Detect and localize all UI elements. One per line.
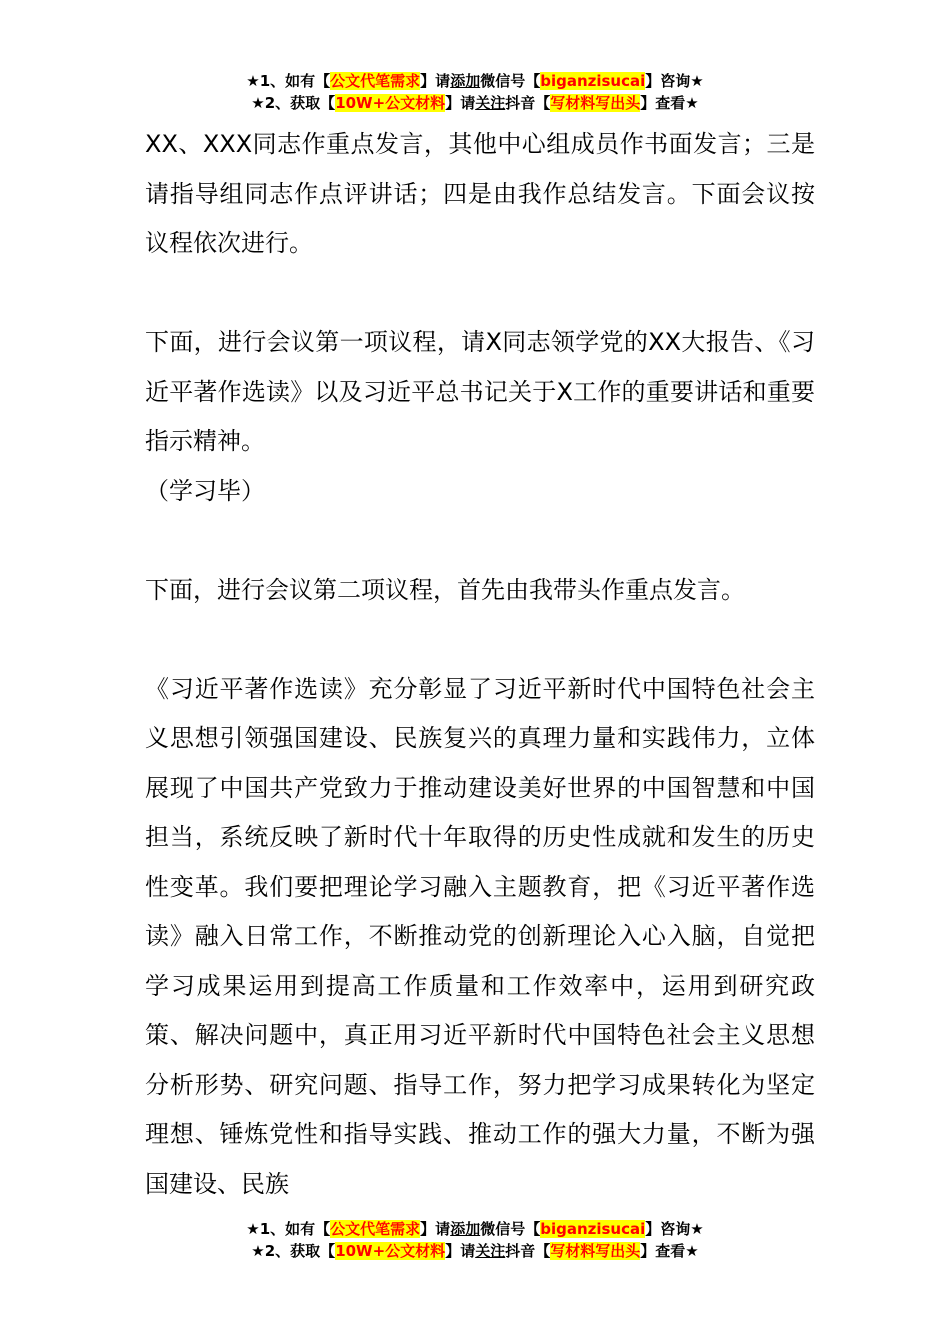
header-line-2-mid2: 抖音【: [505, 94, 551, 112]
paragraph-spacer: [145, 615, 815, 665]
header-line-1-mid: 】请: [420, 72, 451, 90]
header-service-highlight: 公文代笔需求: [330, 72, 421, 90]
paragraph-speech: 《习近平著作选读》充分彰显了习近平新时代中国特色社会主义思想引领强国建设、民族复兴的真理力量和实践伟力，立体展现了中国共产党致力于推动建设美好世界的中国智慧和中国担当，系统反映了新时代十年取得的历史性成就和发生的历史性变革。我们要把理论学习融入主题教育，把《习近平著作选读》融入日常工作，不断推动党的创新理论入心入脑，自觉把学习成果运用到提高工作质量和工作效率中，运用到研究政策、解决问题中，真正用习近平新时代中国特色社会主义思想分析形势、研究问题、指导工作，努力把学习成果转化为坚定理想、锤炼党性和指导实践、推动工作的强大力量，不断为强国建设、民族: [145, 674, 815, 1198]
paragraph-study-complete: （学习毕）: [145, 476, 265, 505]
header-wechat-id: biganzisucai: [540, 72, 646, 90]
footer-line-2-suffix: 】查看★: [640, 1242, 699, 1260]
header-follow-emphasis: 关注: [475, 94, 506, 112]
document-body: [145, 120, 815, 1209]
header-douyin-id: 写材料写出头: [550, 94, 641, 112]
footer-line-1-mid2: 微信号【: [480, 1220, 541, 1238]
header-line-1-mid2: 微信号【: [480, 72, 541, 90]
paragraph-second-agenda-item: 下面，进行会议第二项议程，首先由我带头作重点发言。: [145, 575, 745, 604]
header-line-2-prefix: ★2、获取【: [251, 94, 336, 112]
header-line-1: [0, 70, 950, 92]
paragraph-agenda-continuation: XX、XXX同志作重点发言，其他中心组成员作书面发言；三是请指导组同志作点评讲话；四是由我作总结发言。下面会议按议程依次进行。: [145, 130, 815, 257]
footer-service-highlight: 公文代笔需求: [330, 1220, 421, 1238]
footer-materials-highlight: 10W+公文材料: [335, 1242, 446, 1260]
header-banner: [0, 70, 950, 114]
header-line-1-prefix: ★1、如有【: [246, 72, 331, 90]
footer-line-1-suffix: 】咨询★: [645, 1220, 704, 1238]
footer-add-emphasis: 添加: [450, 1220, 481, 1238]
paragraph-first-agenda-item: 下面，进行会议第一项议程，请X同志领学党的XX大报告、《习近平著作选读》以及习近平总书记关于X工作的重要讲话和重要指示精神。: [145, 328, 815, 455]
header-add-emphasis: 添加: [450, 72, 481, 90]
paragraph-spacer: [145, 516, 815, 566]
header-line-1-suffix: 】咨询★: [645, 72, 704, 90]
paragraph-spacer: [145, 269, 815, 319]
footer-line-1-mid: 】请: [420, 1220, 451, 1238]
header-line-2-mid: 】请: [445, 94, 476, 112]
footer-line-1: [0, 1218, 950, 1240]
header-materials-highlight: 10W+公文材料: [335, 94, 446, 112]
footer-douyin-id: 写材料写出头: [550, 1242, 641, 1260]
footer-line-2: [0, 1240, 950, 1262]
header-line-2-suffix: 】查看★: [640, 94, 699, 112]
footer-line-2-prefix: ★2、获取【: [251, 1242, 336, 1260]
footer-wechat-id: biganzisucai: [540, 1220, 646, 1238]
footer-line-1-prefix: ★1、如有【: [246, 1220, 331, 1238]
footer-follow-emphasis: 关注: [475, 1242, 506, 1260]
footer-line-2-mid2: 抖音【: [505, 1242, 551, 1260]
footer-banner: [0, 1218, 950, 1262]
footer-line-2-mid: 】请: [445, 1242, 476, 1260]
header-line-2: [0, 92, 950, 114]
